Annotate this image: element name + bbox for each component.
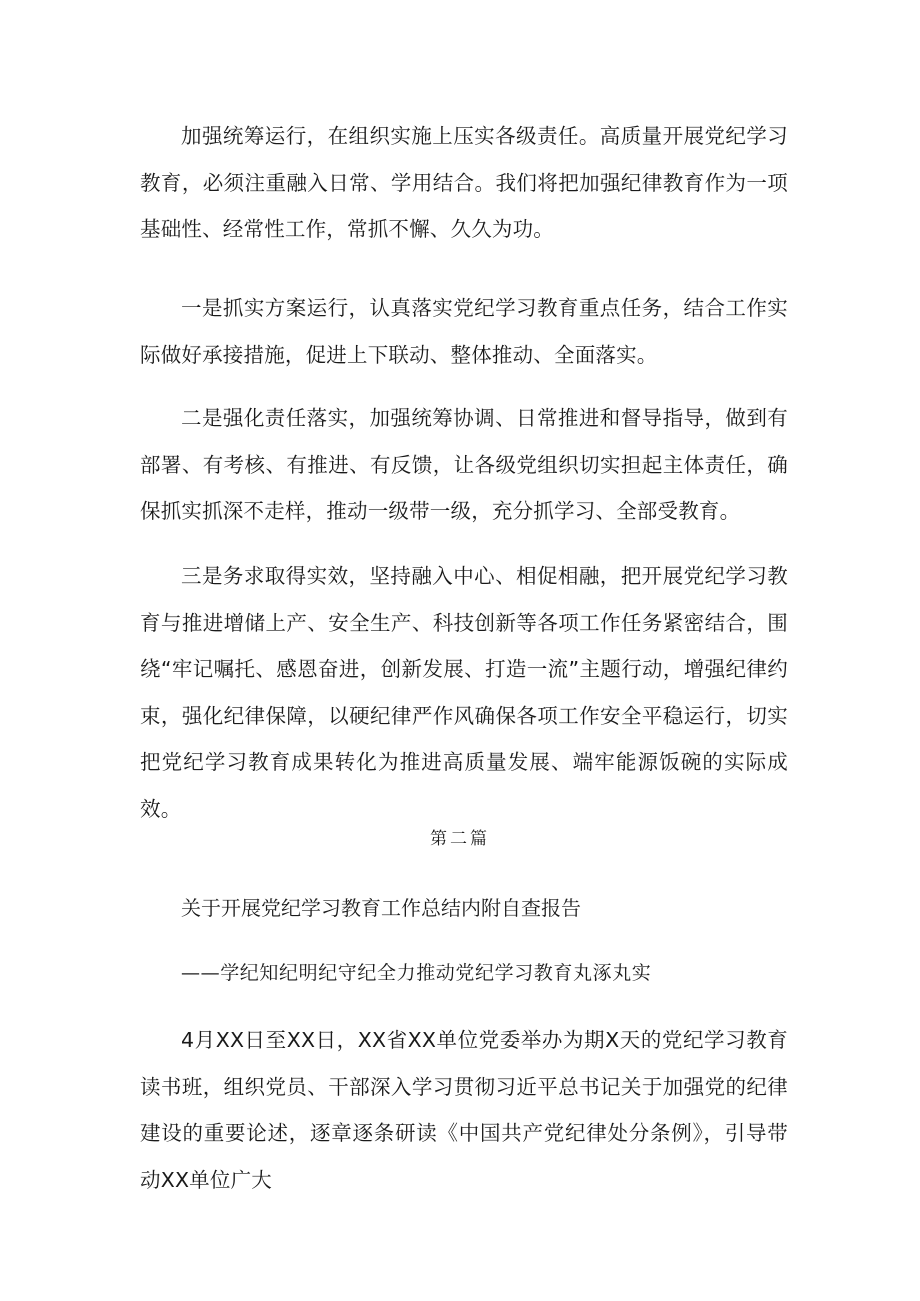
paragraph-point-one: 一是抓实方案运行，认真落实党纪学习教育重点任务，结合工作实际做好承接措施，促进上下联动、整体推动、全面落实。 xyxy=(140,296,788,367)
section-title: 第二篇 xyxy=(430,829,490,849)
paragraph-reading-class: 4月XX日至XX日，XX省XX单位党委举办为期X天的党纪学习教育读书班，组织党员、干部深入学习贯彻习近平总书记关于加强党的纪律建设的重要论述，逐章逐条研读《中国共产党纪律处分条例》，引导带动XX单位广大 xyxy=(140,1028,788,1192)
paragraph-overall-coordination: 加强统筹运行，在组织实施上压实各级责任。高质量开展党纪学习教育，必须注重融入日常、学用结合。我们将把加强纪律教育作为一项基础性、经常性工作，常抓不懈、久久为功。 xyxy=(140,124,788,241)
paragraph-point-three: 三是务求取得实效，坚持融入中心、相促相融，把开展党纪学习教育与推进增储上产、安全生产、科技创新等各项工作任务紧密结合，围绕“牢记嘱托、感恩奋进，创新发展、打造一流”主题行动，增强纪律约束，强化纪律保障，以硬纪律严作风确保各项工作安全平稳运行，切实把党纪学习教育成果转化为推进高质量发展、端牢能源饭碗的实际成效。 xyxy=(140,564,788,821)
report-subtitle: ——学纪知纪明纪守纪全力推动党纪学习教育丸涿丸实 xyxy=(181,962,652,984)
paragraph-point-two: 二是强化责任落实，加强统筹协调、日常推进和督导指导，做到有部署、有考核、有推进、有反馈，让各级党组织切实担起主体责任，确保抓实抓深不走样，推动一级带一级，充分抓学习、全部受教育。 xyxy=(140,406,788,523)
report-title: 关于开展党纪学习教育工作总结内附自查报告 xyxy=(181,896,581,920)
